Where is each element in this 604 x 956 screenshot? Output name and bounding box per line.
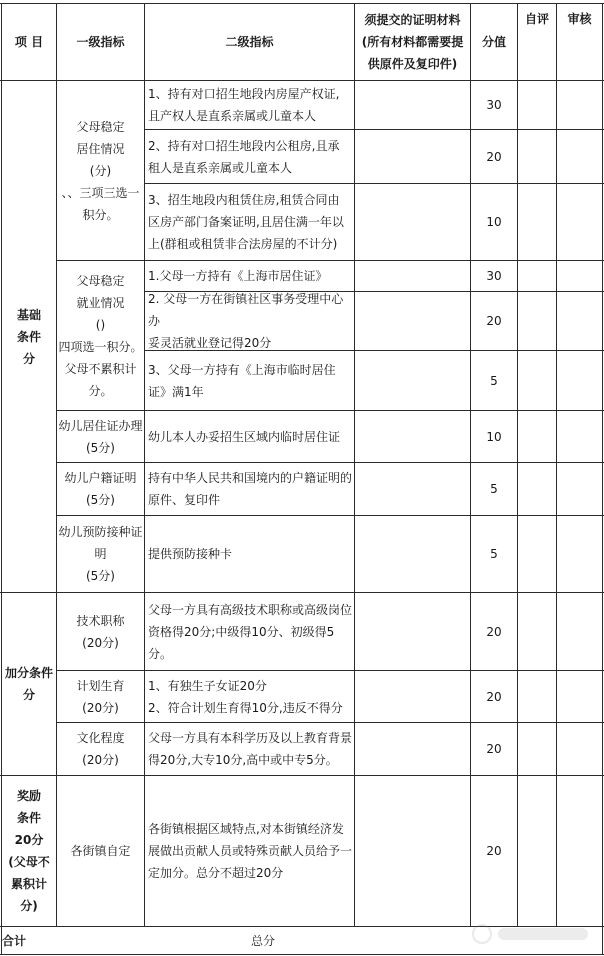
header-level1: 一级指标 [76, 35, 125, 49]
level2-text: 1、有独生子女证20分 2、符合计划生育得10分,违反不得分 [148, 678, 343, 715]
level2-text: 3、父母一方持有《上海市临时居住 证》满1年 [148, 362, 336, 399]
score-value: 30 [486, 98, 502, 112]
level2-text: 3、招生地段内租赁住房,租赁合同由 区房产部门备案证明,且居住满一年以 上(群租或租赁非合法房屋的不计分) [148, 193, 344, 251]
score-value: 5 [490, 547, 498, 561]
score-value: 20 [486, 742, 502, 756]
level2-text: 1、持有对口招生地段内房屋产权证, 且产权人是直系亲属或儿童本人 [148, 87, 340, 123]
column-rule [354, 3, 355, 927]
score-value: 20 [486, 689, 502, 704]
header-score: 分值 [481, 35, 506, 49]
level1-family-planning: 计划生育 (20分) [76, 678, 125, 715]
level2-text: 提供预防接种卡 [148, 547, 233, 561]
level1-residence: 父母稳定 居住情况 (分) 、、三项三选一 积分。 [61, 119, 140, 222]
header-self-eval: 自评 [524, 12, 549, 26]
score-value: 20 [486, 314, 502, 328]
score-value: 10 [486, 215, 502, 229]
level2-text: 父母一方具有本科学历及以上教育背景 得20分,大专10分,高中或中专5分。 [148, 731, 353, 767]
level2-text: 幼儿本人办妥招生区域内临时居住证 [148, 429, 341, 444]
score-value: 20 [486, 149, 502, 164]
header-level2: 二级指标 [225, 35, 274, 49]
header-item: 项 目 [14, 35, 44, 49]
level2-text: 2. 父母一方在街镇社区事务受理中心办 妥灵活就业登记得20分 [148, 292, 344, 350]
section-reward: 奖励 条件 20分 (父母不 累积计 分) [8, 789, 50, 913]
level1-district: 各街镇自定 [70, 844, 131, 858]
score-value: 5 [490, 482, 498, 496]
level1-title: 技术职称 (20分) [76, 613, 125, 650]
header-review: 审核 [567, 12, 592, 26]
section-total: 合计 [2, 933, 27, 948]
level2-text: 持有中华人民共和国境内的户籍证明的 原件、复印件 [148, 471, 353, 507]
score-value: 10 [486, 429, 502, 444]
level1-education: 文化程度 (20分) [76, 731, 125, 767]
table-border-bottom [0, 954, 604, 955]
table-border-right [602, 3, 603, 955]
header-materials: 须提交的证明材料 (所有材料都需要提 供原件及复印件) [361, 13, 464, 71]
score-value: 20 [486, 844, 502, 858]
section-bonus: 加分条件 分 [4, 666, 53, 702]
level1-child-hukou: 幼儿户籍证明 (5分) [64, 471, 137, 507]
level2-text: 父母一方具有高级技术职称或高级岗位 资格得20分;中级得10分、初级得5 分。 [148, 602, 353, 661]
column-rule [517, 3, 518, 927]
level2-text: 1.父母一方持有《上海市居住证》 [148, 269, 328, 283]
score-value: 30 [486, 269, 502, 283]
score-value: 20 [486, 624, 502, 639]
level1-vaccination: 幼儿预防接种证 明 (5分) [58, 525, 143, 583]
level2-text: 各街镇根据区域特点,对本街镇经济发 展做出贡献人员或特殊贡献人员给予一 定加分。总分不超过20分 [148, 822, 353, 880]
section-basic: 基础 条件 分 [16, 307, 41, 366]
score-value: 5 [490, 373, 498, 388]
level1-child-permit: 幼儿居住证办理 (5分) [58, 418, 143, 455]
level1-employment: 父母稳定 就业情况 () 四项选一积分。 父母不累积计 分。 [58, 273, 143, 398]
level2-text: 2、持有对口招生地段内公租房,且承 租人是直系亲属或儿童本人 [148, 138, 340, 175]
column-rule [556, 3, 557, 927]
total-label: 总分 [250, 933, 275, 948]
